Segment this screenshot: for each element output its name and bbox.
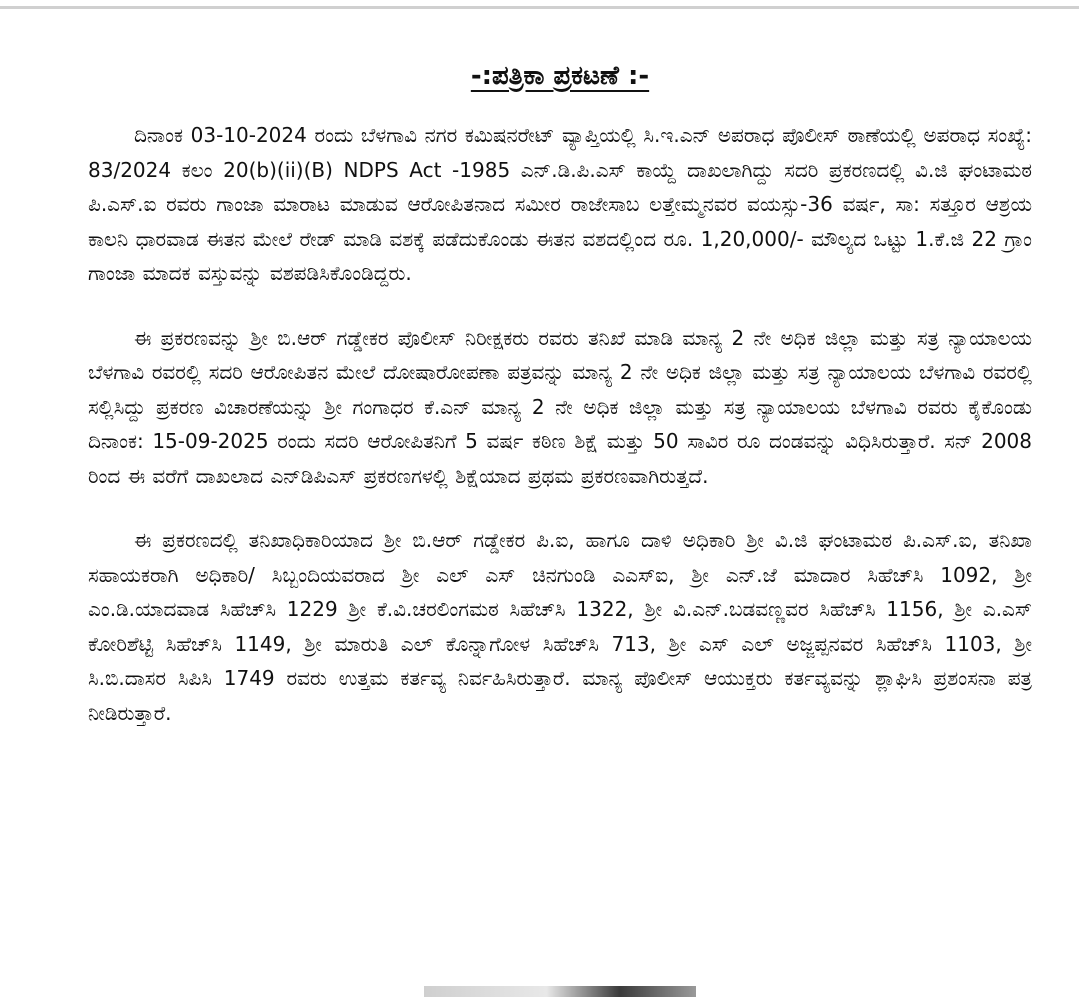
photo-strip <box>424 986 696 997</box>
page-title: -:ಪತ್ರಿಕಾ ಪ್ರಕಟಣೆ :- <box>470 61 650 91</box>
paragraph-3: ಈ ಪ್ರಕರಣದಲ್ಲಿ ತನಿಖಾಧಿಕಾರಿಯಾದ ಶ್ರೀ ಬಿ.ಆರ್ ಗಡ್ಡೇಕರ ಪಿ.ಐ, ಹಾಗೂ ದಾಳಿ ಅಧಿಕಾರಿ ಶ್ರೀ ವಿ.ಜಿ ಘಂಟಾಮಠ ಪಿ.ಎಸ್.ಐ, ತನಿಖಾ ಸಹಾಯಕರಾಗಿ ಅಧಿಕಾರಿ/ ಸಿಬ್ಬಂದಿಯವರಾದ ಶ್ರೀ ಎಲ್ ಎಸ್ ಚಿನಗುಂಡಿ ಎಎಸ್ಐ, ಶ್ರೀ ಎನ್.ಜೆ ಮಾದಾರ ಸಿಹೆಚ್‌ಸಿ 1092, ಶ್ರೀ ಎಂ.ಡಿ.ಯಾದವಾಡ ಸಿಹೆಚ್‌ಸಿ 1229 ಶ್ರೀ ಕೆ.ವಿ.ಚರಲಿಂಗಮಠ ಸಿಹೆಚ್‌ಸಿ 1322, ಶ್ರೀ ವಿ.ಎನ್.ಬಡವಣ್ಣವರ ಸಿಹೆಚ್‌ಸಿ 1156, ಶ್ರೀ ಎ.ಎಸ್ ಕೋರಿಶೆಟ್ಟಿ ಸಿಹೆಚ್‌ಸಿ 1149, ಶ್ರೀ ಮಾರುತಿ ಎಲ್ ಕೊನ್ನಾಗೋಳ ಸಿಹೆಚ್‌ಸಿ 713, ಶ್ರೀ ಎಸ್ ಎಲ್ ಅಜ್ಜಪ್ಪನವರ ಸಿಹೆಚ್‌ಸಿ 1103, ಶ್ರೀ ಸಿ.ಬಿ.ದಾಸರ ಸಿಪಿಸಿ 1749 ರವರು ಉತ್ತಮ ಕರ್ತವ್ಯ ನಿರ್ವಹಿಸಿರುತ್ತಾರೆ. ಮಾನ್ಯ ಪೊಲೀಸ್ ಆಯುಕ್ತರು ಕರ್ತವ್ಯವನ್ನು ಶ್ಲಾಘಿಸಿ ಪ್ರಶಂಸನಾ ಪತ್ರ ನೀಡಿರುತ್ತಾರೆ. <box>88 528 1032 725</box>
paragraph-1: ದಿನಾಂಕ 03-10-2024 ರಂದು ಬೆಳಗಾವಿ ನಗರ ಕಮಿಷನರೇಟ್ ವ್ಯಾಪ್ತಿಯಲ್ಲಿ ಸಿ.ಇ.ಎನ್ ಅಪರಾಧ ಪೊಲೀಸ್ ಠಾಣೆಯಲ್ಲಿ ಅಪರಾಧ ಸಂಖ್ಯೆ: 83/2024 ಕಲಂ 20(b)(ii)(B) NDPS Act -1985 ಎನ್.ಡಿ.ಪಿ.ಎಸ್ ಕಾಯ್ದೆ ದಾಖಲಾಗಿದ್ದು ಸದರಿ ಪ್ರಕರಣದಲ್ಲಿ ವಿ.ಜಿ ಘಂಟಾಮಠ ಪಿ.ಎಸ್.ಐ ರವರು ಗಾಂಜಾ ಮಾರಾಟ ಮಾಡುವ ಆರೋಪಿತನಾದ ಸಮೀರ ರಾಜೇಸಾಬ ಲತ್ತೇಮ್ಮನವರ ವಯಸ್ಸು-36 ವರ್ಷ, ಸಾ: ಸತ್ತೂರ ಆಶ್ರಯ ಕಾಲನಿ ಧಾರವಾಡ ಈತನ ಮೇಲೆ ರೇಡ್ ಮಾಡಿ ವಶಕ್ಕೆ ಪಡೆದುಕೊಂಡು ಈತನ ವಶದಲ್ಲಿಂದ ರೂ. 1,20,000/- ಮೌಲ್ಯದ ಒಟ್ಟು 1.ಕೆ.ಜಿ 22 ಗ್ರಾಂ ಗಾಂಜಾ ಮಾದಕ ವಸ್ತುವನ್ನು ವಶಪಡಿಸಿಕೊಂಡಿದ್ದರು. <box>88 123 1032 285</box>
press-release-page <box>88 56 1032 730</box>
top-divider <box>0 0 1079 10</box>
paragraph-2: ಈ ಪ್ರಕರಣವನ್ನು ಶ್ರೀ ಬಿ.ಆರ್ ಗಡ್ಡೇಕರ ಪೊಲೀಸ್ ನಿರೀಕ್ಷಕರು ರವರು ತನಿಖೆ ಮಾಡಿ ಮಾನ್ಯ 2 ನೇ ಅಧಿಕ ಜಿಲ್ಲಾ ಮತ್ತು ಸತ್ರ ನ್ಯಾಯಾಲಯ ಬೆಳಗಾವಿ ರವರಲ್ಲಿ ಸದರಿ ಆರೋಪಿತನ ಮೇಲೆ ದೋಷಾರೋಪಣಾ ಪತ್ರವನ್ನು ಮಾನ್ಯ 2 ನೇ ಅಧಿಕ ಜಿಲ್ಲಾ ಮತ್ತು ಸತ್ರ ನ್ಯಾಯಾಲಯ ಬೆಳಗಾವಿ ರವರಲ್ಲಿ ಸಲ್ಲಿಸಿದ್ದು ಪ್ರಕರಣ ವಿಚಾರಣೆಯನ್ನು ಶ್ರೀ ಗಂಗಾಧರ ಕೆ.ಎನ್ ಮಾನ್ಯ 2 ನೇ ಅಧಿಕ ಜಿಲ್ಲಾ ಮತ್ತು ಸತ್ರ ನ್ಯಾಯಾಲಯ ಬೆಳಗಾವಿ ರವರು ಕೈಕೊಂಡು ದಿನಾಂಕ: 15-09-2025 ರಂದು ಸದರಿ ಆರೋಪಿತನಿಗೆ 5 ವರ್ಷ ಕಠಿಣ ಶಿಕ್ಷೆ ಮತ್ತು 50 ಸಾವಿರ ರೂ ದಂಡವನ್ನು ವಿಧಿಸಿರುತ್ತಾರೆ. ಸನ್ 2008 ರಿಂದ ಈ ವರೆಗೆ ದಾಖಲಾದ ಎನ್‌ಡಿಪಿಎಸ್ ಪ್ರಕರಣಗಳಲ್ಲಿ ಶಿಕ್ಷೆಯಾದ ಪ್ರಥಮ ಪ್ರಕರಣವಾಗಿರುತ್ತದೆ. <box>88 325 1032 488</box>
